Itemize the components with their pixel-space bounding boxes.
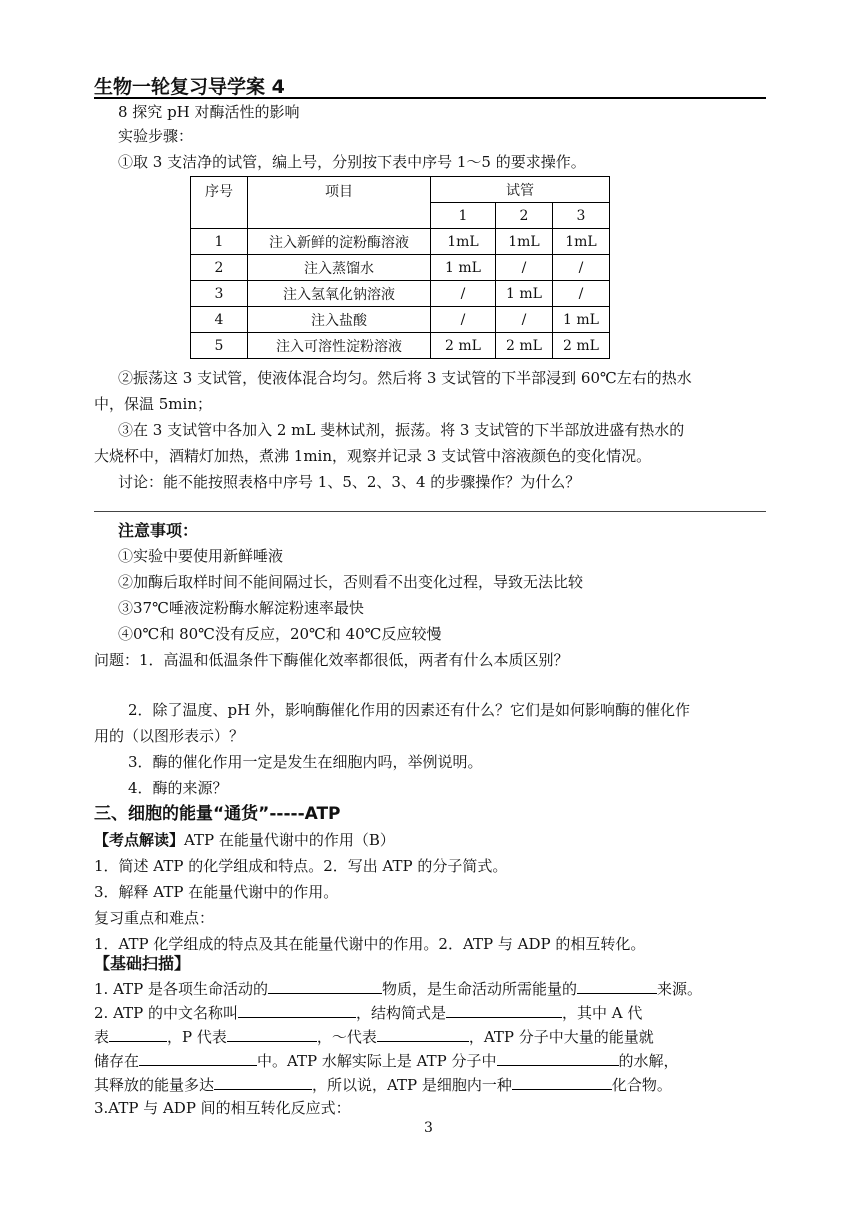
fill-line-2	[94, 1002, 642, 1023]
fill-line-1	[94, 978, 702, 999]
table-cell: 4	[191, 307, 248, 333]
table-tube-label: 3	[553, 203, 610, 229]
fill-line-4	[94, 1050, 679, 1071]
steps-label: 实验步骤：	[118, 127, 194, 145]
table-header-num: 序号	[191, 177, 248, 229]
step-2-line-2: 中，保温 5min；	[94, 395, 212, 413]
atp-adp-reaction: 3.ATP 与 ADP 间的相互转化反应式：	[94, 1099, 351, 1117]
fill-text: ，～代表	[316, 1028, 377, 1046]
table-cell: 1mL	[431, 229, 496, 255]
answer-blank[interactable]	[577, 978, 657, 994]
point-1: 1．简述 ATP 的化学组成和特点。2．写出 ATP 的分子简式。	[94, 857, 508, 875]
step-1: ①取 3 支洁净的试管，编上号，分别按下表中序号 1～5 的要求操作。	[118, 153, 586, 171]
table-cell: 1mL	[496, 229, 553, 255]
table-cell: 2 mL	[431, 333, 496, 359]
table-cell: 2	[191, 255, 248, 281]
answer-blank[interactable]	[139, 1050, 257, 1066]
step-3-line-2: 大烧杯中，酒精灯加热，煮沸 1min，观察并记录 3 支试管中溶液颜色的变化情况。	[94, 447, 652, 465]
table-cell: 1	[191, 229, 248, 255]
answer-blank[interactable]	[268, 978, 382, 994]
question-1: 问题：1．高温和低温条件下酶催化效率都很低，两者有什么本质区别？	[94, 651, 569, 669]
table-cell: /	[431, 281, 496, 307]
kaodian-line	[94, 830, 395, 850]
fill-text: ，结构简式是	[355, 1004, 446, 1022]
fill-text: 来源。	[656, 980, 702, 998]
section-title-atp: 三、细胞的能量“通货”-----ATP	[94, 804, 341, 824]
note-item: ②加酶后取样时间不能间隔过长，否则看不出变化过程，导致无法比较	[118, 573, 584, 591]
page-number: 3	[424, 1120, 433, 1136]
table-cell: /	[496, 255, 553, 281]
note-item: ①实验中要使用新鲜唾液	[118, 547, 284, 565]
fill-text: 中。ATP 水解实际上是 ATP 分子中	[257, 1052, 497, 1070]
table-cell: /	[431, 307, 496, 333]
fill-text: 储存在	[94, 1052, 140, 1070]
table-cell: 注入新鲜的淀粉酶溶液	[248, 229, 431, 255]
table-cell: 1 mL	[496, 281, 553, 307]
question-4: 4．酶的来源？	[128, 779, 228, 797]
table-cell: 注入可溶性淀粉溶液	[248, 333, 431, 359]
fill-text: ，ATP 分子中大量的能量就	[468, 1028, 654, 1046]
table-cell: 3	[191, 281, 248, 307]
table-header-tubes: 试管	[431, 177, 610, 203]
discussion-question: 讨论：能不能按照表格中序号 1、5、2、3、4 的步骤操作？为什么？	[118, 473, 581, 491]
table-row	[191, 281, 610, 307]
table-cell: 注入盐酸	[248, 307, 431, 333]
fill-text: 2. ATP 的中文名称叫	[94, 1004, 238, 1022]
fill-text: ，其中 A 代	[561, 1004, 643, 1022]
table-row	[191, 307, 610, 333]
page-title: 生物一轮复习导学案 4	[94, 76, 285, 98]
answer-blank[interactable]	[377, 1026, 469, 1042]
table-cell: 注入氢氧化钠溶液	[248, 281, 431, 307]
table-cell: 2 mL	[553, 333, 610, 359]
table-cell: /	[553, 281, 610, 307]
fill-text: 表	[94, 1028, 110, 1046]
answer-blank[interactable]	[214, 1074, 312, 1090]
question-2-line-1: 2．除了温度、pH 外，影响酶催化作用的因素还有什么？它们是如何影响酶的催化作	[128, 701, 690, 719]
table-header-item: 项目	[248, 177, 431, 229]
kaodian-text: ATP 在能量代谢中的作用（B）	[184, 831, 395, 849]
table-cell: 1 mL	[431, 255, 496, 281]
answer-blank[interactable]	[446, 1002, 562, 1018]
fill-line-3	[94, 1026, 654, 1047]
table-cell: 1mL	[553, 229, 610, 255]
note-item: ④0℃和 80℃没有反应，20℃和 40℃反应较慢	[118, 625, 442, 643]
question-3: 3．酶的催化作用一定是发生在细胞内吗，举例说明。	[128, 753, 483, 771]
table-cell: /	[496, 307, 553, 333]
experiment-heading: 8 探究 pH 对酶活性的影响	[118, 103, 300, 121]
review-text: 1．ATP 化学组成的特点及其在能量代谢中的作用。2．ATP 与 ADP 的相互转化。	[94, 935, 646, 953]
basic-label: 【基础扫描】	[94, 954, 191, 973]
fill-text: 的水解，	[618, 1052, 679, 1070]
question-2-line-2: 用的（以图形表示）？	[94, 727, 245, 745]
table-row	[191, 229, 610, 255]
notes-heading: 注意事项：	[118, 521, 199, 540]
table-row	[191, 255, 610, 281]
fill-text: 物质，是生命活动所需能量的	[381, 980, 577, 998]
fill-text: ，P 代表	[167, 1028, 227, 1046]
answer-blank[interactable]	[227, 1026, 317, 1042]
note-item: ③37℃唾液淀粉酶水解淀粉速率最快	[118, 599, 364, 617]
table-tube-label: 1	[431, 203, 496, 229]
experiment-table	[190, 176, 610, 359]
table-cell: 1 mL	[553, 307, 610, 333]
table-tube-label: 2	[496, 203, 553, 229]
step-3-line-1: ③在 3 支试管中各加入 2 mL 斐林试剂，振荡。将 3 支试管的下半部放进盛有热水的	[118, 421, 685, 439]
fill-line-5	[94, 1074, 672, 1095]
table-cell: 2 mL	[496, 333, 553, 359]
header-divider	[94, 97, 766, 99]
step-2-line-1: ②振荡这 3 支试管，使液体混合均匀。然后将 3 支试管的下半部浸到 60℃左右的热水	[118, 369, 692, 387]
table-cell: 注入蒸馏水	[248, 255, 431, 281]
answer-blank[interactable]	[512, 1074, 612, 1090]
answer-blank[interactable]	[238, 1002, 356, 1018]
kaodian-label: 【考点解读】	[94, 831, 185, 849]
answer-blank[interactable]	[109, 1026, 167, 1042]
review-label: 复习重点和难点：	[94, 909, 215, 927]
fill-text: 化合物。	[611, 1076, 672, 1094]
table-row	[191, 333, 610, 359]
section-divider	[94, 511, 766, 512]
fill-text: ，所以说，ATP 是细胞内一种	[312, 1076, 512, 1094]
table-cell: /	[553, 255, 610, 281]
fill-text: 1. ATP 是各项生命活动的	[94, 980, 268, 998]
point-2: 3．解释 ATP 在能量代谢中的作用。	[94, 883, 339, 901]
table-cell: 5	[191, 333, 248, 359]
fill-text: 其释放的能量多达	[94, 1076, 215, 1094]
answer-blank[interactable]	[497, 1050, 619, 1066]
